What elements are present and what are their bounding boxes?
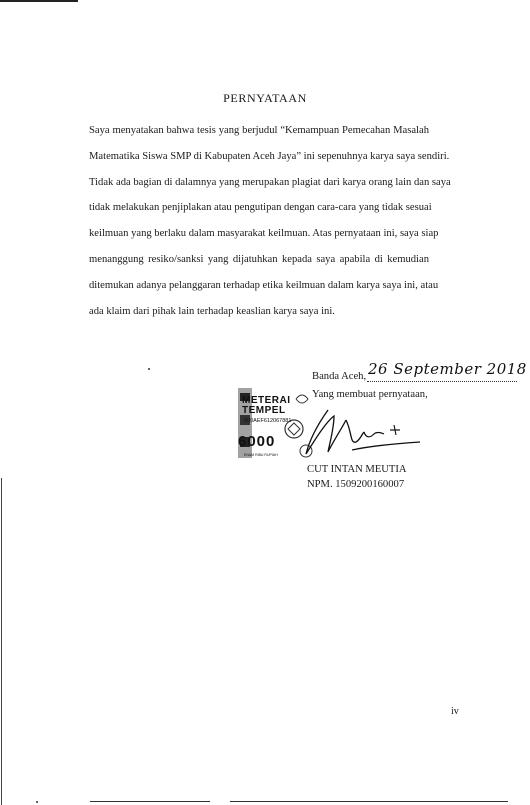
handwritten-date: 26 September 2018 bbox=[368, 360, 527, 378]
stamp-subtitle: TEMPEL bbox=[242, 405, 286, 416]
paragraph-line: Saya menyatakan bahwa tesis yang berjudul “Kemampuan Pemecahan Masalah bbox=[89, 125, 429, 136]
paragraph-line: keilmuan yang berlaku dalam masyarakat keilmuan. Atas pernyataan ini, saya siap bbox=[89, 228, 439, 240]
page-title: PERNYATAAN bbox=[223, 91, 307, 105]
paragraph-line: ditemukan adanya pelanggaran terhadap etika keilmuan dalam karya saya ini, atau bbox=[89, 279, 439, 291]
paragraph-line: Tidak ada bagian di dalamnya yang merupakan plagiat dari karya orang lain dan saya bbox=[89, 176, 451, 188]
scan-edge-bottom bbox=[230, 801, 508, 802]
paragraph-line: tidak melakukan penjiplakan atau pengutipan dengan cara-cara yang tidak sesuai bbox=[89, 202, 432, 214]
signing-place: Banda Aceh, bbox=[312, 371, 367, 382]
scan-speck bbox=[148, 368, 150, 370]
signer-caption: Yang membuat pernyataan, bbox=[312, 389, 428, 400]
statement-paragraph bbox=[89, 118, 451, 324]
stamp-title: METERAI bbox=[242, 395, 291, 406]
signer-name: CUT INTAN MEUTIA bbox=[307, 464, 407, 475]
scan-edge-top bbox=[0, 0, 78, 2]
scan-speck bbox=[36, 801, 38, 803]
stamp-serial: 500AEF612067881 bbox=[244, 418, 292, 424]
stamp-value: 6000 bbox=[238, 433, 276, 450]
stamp-value-caption: ENAM RIBU RUPIAH bbox=[244, 453, 278, 457]
scan-edge-left bbox=[1, 478, 2, 805]
date-dotted-line bbox=[367, 381, 517, 382]
page-number: iv bbox=[451, 706, 459, 717]
handwritten-signature bbox=[300, 398, 425, 458]
paragraph-line: ada klaim dari pihak lain terhadap keaslian karya saya ini. bbox=[89, 305, 335, 317]
paragraph-line: menanggung resiko/sanksi yang dijatuhkan kepada saya apabila di kemudian bbox=[89, 253, 429, 265]
paragraph-line: Matematika Siswa SMP di Kabupaten Aceh Jaya” ini sepenuhnya karya saya sendiri. bbox=[89, 150, 450, 162]
student-id: NPM. 1509200160007 bbox=[307, 479, 405, 490]
scan-edge-bottom bbox=[90, 801, 210, 802]
